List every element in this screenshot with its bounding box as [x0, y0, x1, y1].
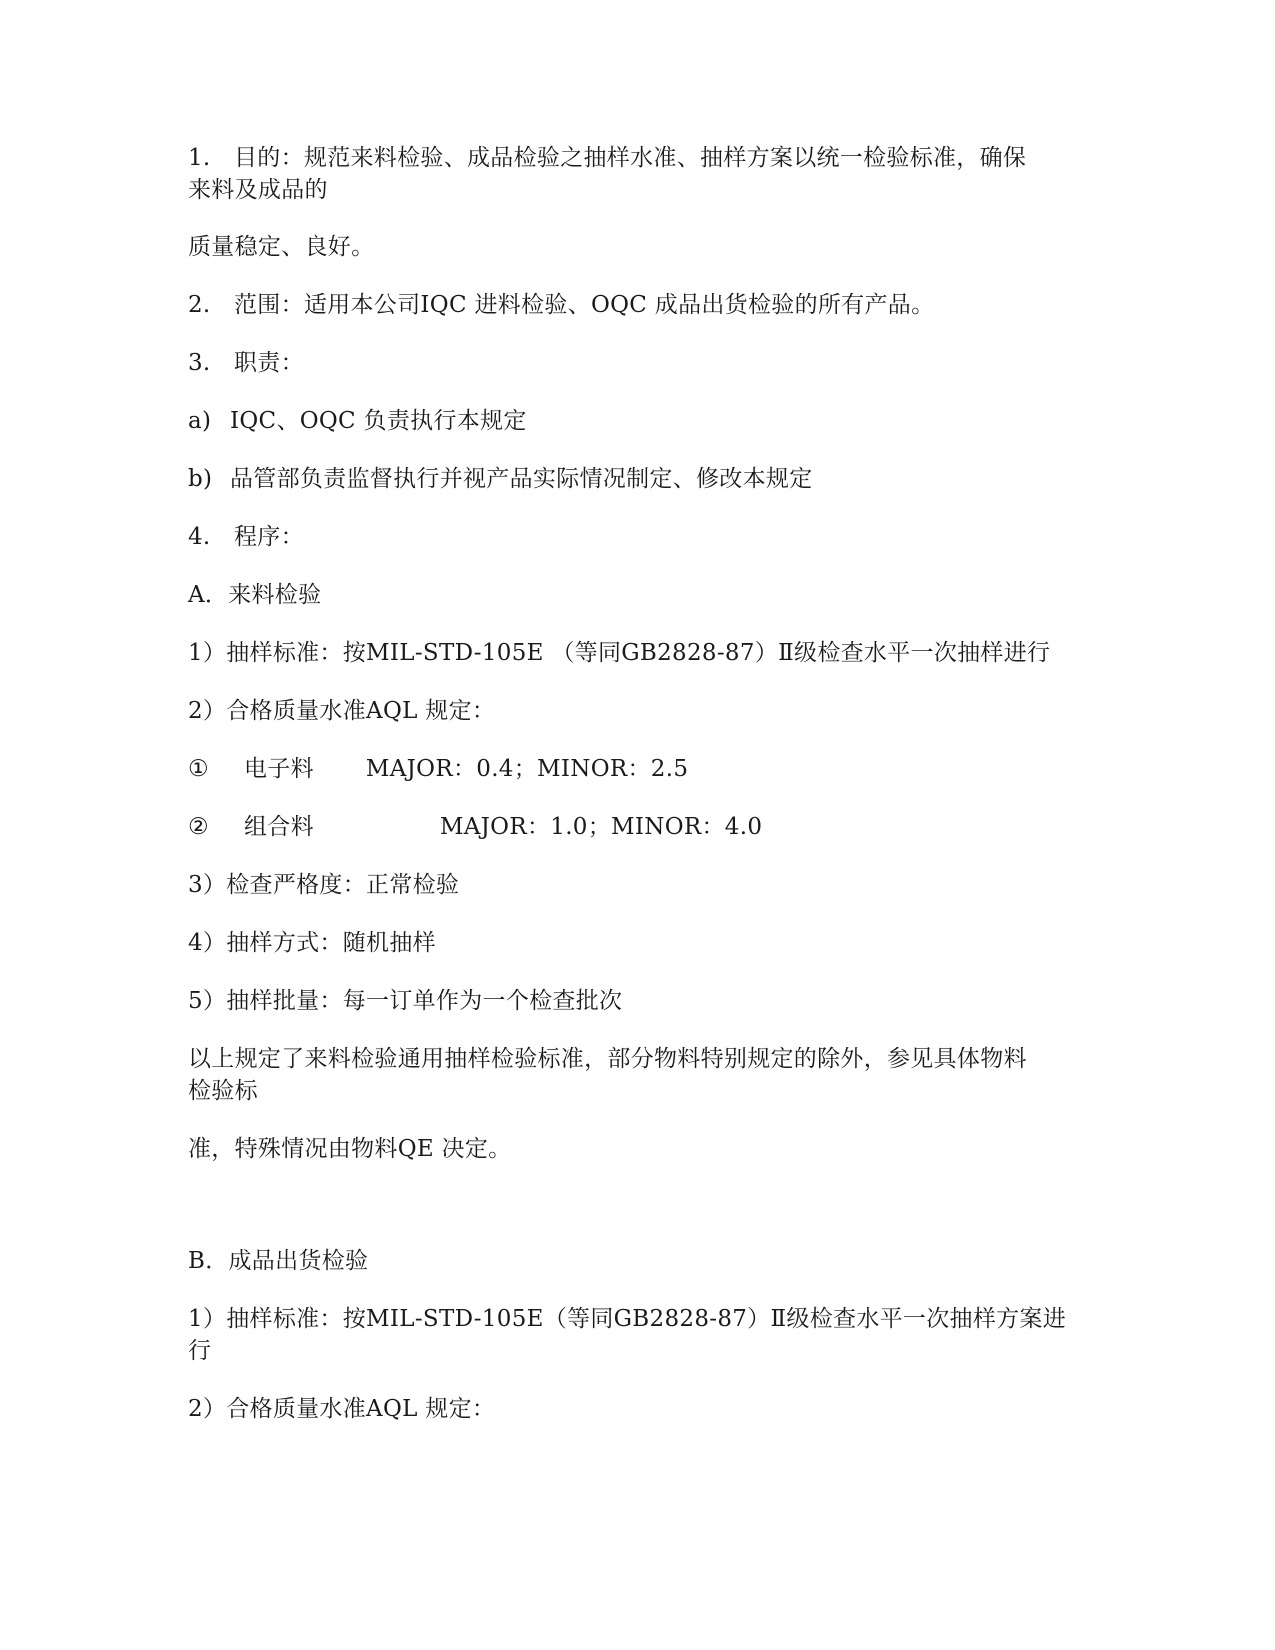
section-3	[188, 347, 1088, 379]
aql-row-electronic	[188, 753, 1088, 785]
subsection-a-item-1: 1）抽样标准：按MIL-STD-105E （等同GB2828-87）Ⅱ级检查水平一次抽样进行	[188, 640, 1051, 666]
section-1-line-3: 质量稳定、良好。	[188, 234, 375, 260]
subsection-a-note-line-1: 以上规定了来料检验通用抽样检验标准，部分物料特别规定的除外，参见具体物料	[188, 1046, 1027, 1072]
aql-row-electronic-value: MAJOR：0.4；MINOR：2.5	[365, 756, 689, 782]
circled-number-2: ②	[188, 814, 209, 840]
section-1-number: 1.	[188, 145, 211, 171]
subsection-a-item-2: 2）合格质量水准AQL 规定：	[188, 698, 496, 724]
subsection-b-item-1-line-2: 行	[188, 1338, 212, 1364]
subsection-a-title: A．来料检验	[188, 582, 322, 608]
subsection-a-item-4: 4）抽样方式：随机抽样	[188, 930, 436, 956]
subsection-b-item-1-line-1: 1）抽样标准：按MIL-STD-105E（等同GB2828-87）Ⅱ级检查水平一次抽样方案进	[188, 1306, 1067, 1332]
section-3b-text: 品管部负责监督执行并视产品实际情况制定、修改本规定	[230, 466, 813, 492]
section-1-line-2: 来料及成品的	[188, 177, 328, 203]
section-3b-number: b)	[188, 466, 213, 492]
aql-row-assembly-value: MAJOR：1.0；MINOR：4.0	[439, 814, 763, 840]
section-4	[188, 521, 1088, 553]
section-4-text: 程序：	[234, 524, 304, 550]
section-3-text: 职责：	[234, 350, 304, 376]
section-3a-number: a)	[188, 408, 212, 434]
subsection-a-note-line-3: 准，特殊情况由物料QE 决定。	[188, 1136, 512, 1162]
aql-row-electronic-name: 电子料	[244, 756, 314, 782]
subsection-b-item-2: 2）合格质量水准AQL 规定：	[188, 1396, 496, 1422]
section-1-line-1	[188, 142, 1088, 174]
section-3-number: 3.	[188, 350, 211, 376]
section-4-number: 4.	[188, 524, 211, 550]
aql-row-assembly	[188, 811, 1088, 843]
section-2-number: 2.	[188, 292, 211, 318]
subsection-a-note-line-2: 检验标	[188, 1078, 258, 1104]
section-2-text: 范围：适用本公司IQC 进料检验、OQC 成品出货检验的所有产品。	[234, 292, 935, 318]
circled-number-1: ①	[188, 756, 209, 782]
subsection-b-title: B．成品出货检验	[188, 1248, 369, 1274]
section-2	[188, 289, 1088, 321]
subsection-a-item-5: 5）抽样批量：每一订单作为一个检查批次	[188, 988, 623, 1014]
subsection-a-item-3: 3）检查严格度：正常检验	[188, 872, 460, 898]
aql-row-assembly-name: 组合料	[244, 814, 314, 840]
section-3a	[188, 405, 1088, 437]
section-1-text: 目的：规范来料检验、成品检验之抽样水准、抽样方案以统一检验标准，确保	[234, 145, 1027, 171]
section-3b	[188, 463, 1088, 495]
section-3a-text: IQC、OQC 负责执行本规定	[230, 408, 527, 434]
